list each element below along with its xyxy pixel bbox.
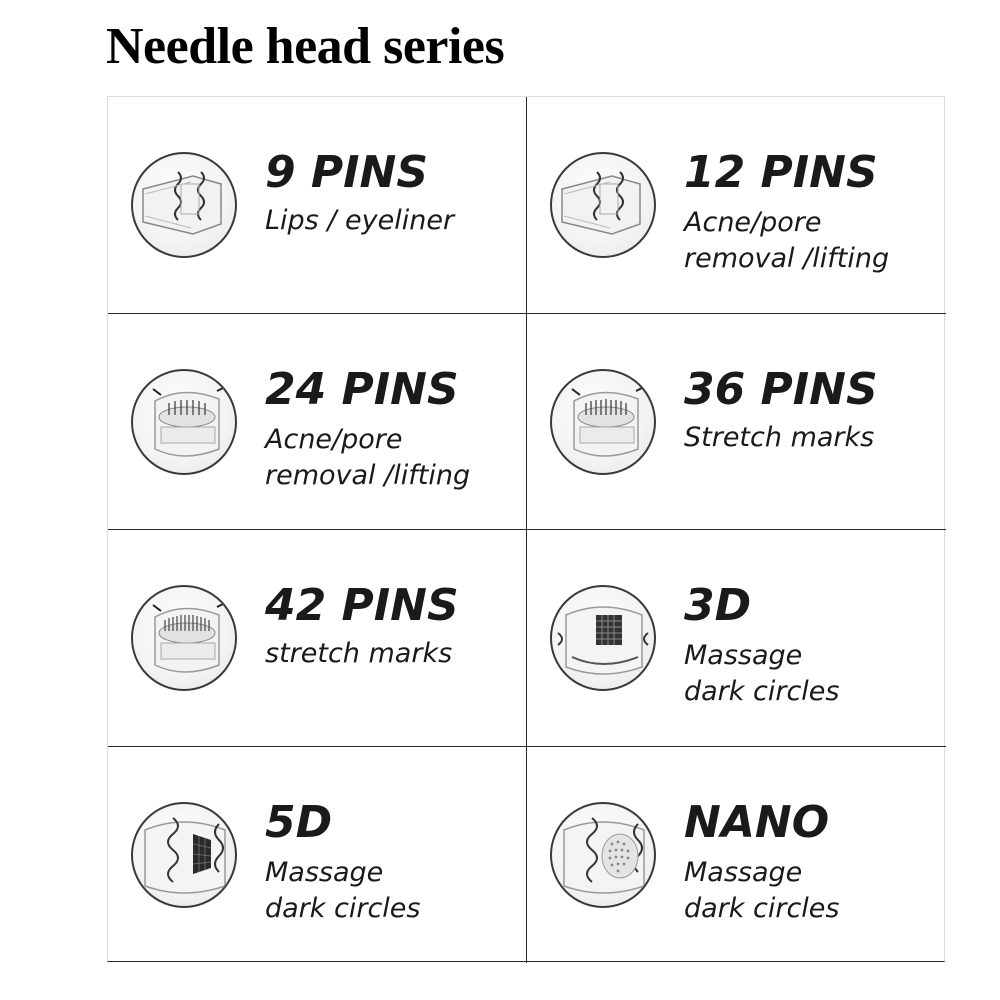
needle-card-3d [527, 530, 946, 747]
needle-card-5d [108, 747, 527, 964]
use-description-line-2: dark circles [684, 676, 840, 707]
pin-count: NANO [684, 796, 830, 848]
use-description-line-1: Massage [684, 640, 803, 671]
use-description-line-2: removal /lifting [684, 243, 890, 274]
pin-count: 24 PINS [265, 363, 459, 415]
pin-count: 42 PINS [265, 580, 459, 631]
needle-card-42-pins [108, 530, 527, 747]
needle-cartridge-12-icon [550, 152, 656, 258]
needle-cartridge-3d-icon [550, 585, 656, 691]
use-description-line-1: Massage [684, 856, 803, 888]
page-title: Needle head series [106, 18, 505, 75]
needle-card-12-pins [527, 97, 946, 314]
use-description-line-2: dark circles [265, 892, 421, 924]
use-description: Lips / eyeliner [265, 205, 455, 236]
needle-cartridge-24-icon [131, 369, 237, 475]
needle-card-24-pins [108, 314, 527, 531]
use-description-line-2: dark circles [684, 892, 840, 924]
needle-cartridge-42-icon [131, 585, 237, 691]
use-description-line-1: Massage [265, 856, 384, 888]
needle-cartridge-36-icon [550, 369, 656, 475]
use-description-line-1: Acne/pore [684, 207, 822, 238]
pin-count: 5D [265, 796, 333, 848]
use-description: Stretch marks [684, 421, 875, 453]
needle-card-nano [527, 747, 946, 964]
pin-count: 3D [684, 580, 752, 631]
needle-card-9-pins [108, 97, 527, 314]
use-description-line-1: Acne/pore [265, 423, 403, 455]
pin-count: 36 PINS [684, 363, 878, 415]
needle-cartridge-5d-icon [131, 802, 237, 908]
pin-count: 9 PINS [265, 147, 429, 198]
needle-card-36-pins [527, 314, 946, 531]
needle-head-grid [107, 96, 945, 962]
use-description: stretch marks [265, 638, 453, 669]
needle-cartridge-nano-icon [550, 802, 656, 908]
use-description-line-2: removal /lifting [265, 459, 471, 491]
pin-count: 12 PINS [684, 147, 878, 198]
needle-cartridge-9-icon [131, 152, 237, 258]
